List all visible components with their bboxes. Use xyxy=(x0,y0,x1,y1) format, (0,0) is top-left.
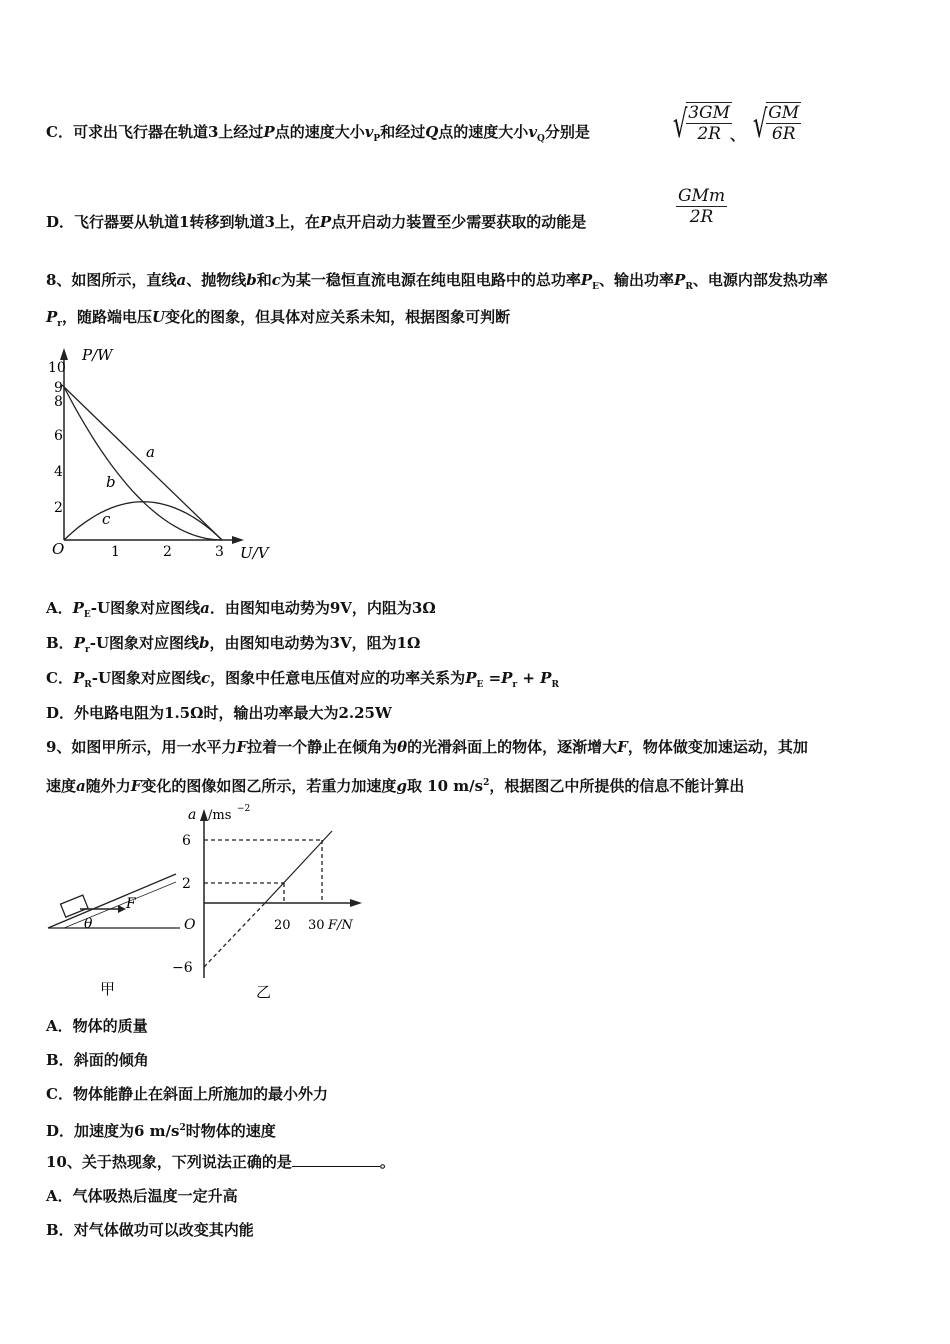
option-label: B． xyxy=(46,1051,74,1069)
var-p: P xyxy=(46,308,58,326)
x-tick-3: 3 xyxy=(215,544,224,560)
stem-text: 、输出功率 xyxy=(599,271,675,289)
option-text: 气体吸热后温度一定升高 xyxy=(72,1187,238,1205)
subscript: r xyxy=(57,319,63,329)
y-tick-10: 10 xyxy=(48,360,66,376)
var-v: v xyxy=(364,123,374,141)
option-label: D． xyxy=(46,1122,75,1140)
option-text: 外电路电阻为1.5Ω时，输出功率最大为2.25W xyxy=(74,704,392,722)
angle-label: θ xyxy=(84,916,93,932)
option-text: 和经过 xyxy=(380,123,426,141)
option-text: 可求出飞行器在轨道3上经过 xyxy=(72,123,264,141)
subscript: E xyxy=(476,680,484,690)
equation-text: =P xyxy=(483,669,513,687)
var-g: g xyxy=(396,777,407,795)
x-axis-label: U/V xyxy=(240,544,269,562)
subscript: E xyxy=(83,610,91,620)
y-axis-unit-exponent: −2 xyxy=(237,804,251,814)
curve-b-label: b xyxy=(106,473,116,491)
q7-option-c xyxy=(46,122,590,149)
option-label: D． xyxy=(46,213,75,231)
block xyxy=(61,895,88,917)
q8-stem-line-2 xyxy=(46,307,510,334)
option-label: A． xyxy=(46,599,73,617)
y-axis-label: P/W xyxy=(82,346,113,364)
stem-text: 和 xyxy=(256,271,272,289)
stem-text: 。 xyxy=(379,1153,395,1171)
subscript: Q xyxy=(537,134,545,144)
option-text: -U图象对应图线 xyxy=(89,634,200,652)
stem-text: 变化的图象，但具体对应关系未知，根据图象可判断 xyxy=(165,308,511,326)
var-curve: a xyxy=(200,599,210,617)
var-v: v xyxy=(528,123,538,141)
x-tick-1: 1 xyxy=(111,544,120,560)
y-axis-arrow xyxy=(200,809,208,821)
var-f: F xyxy=(130,777,142,795)
var-p: P xyxy=(674,271,686,289)
option-text: 点开启动力装置至少需要获取的动能是 xyxy=(331,213,587,231)
stem-text: 10、关于热现象，下列说法正确的是 xyxy=(46,1153,292,1171)
q9-acceleration-force-graph xyxy=(170,803,370,1003)
var-b: b xyxy=(246,271,257,289)
q9-stem-line-2 xyxy=(46,773,744,796)
stem-text: 8、如图所示，直线 xyxy=(46,271,177,289)
stem-text: 9、如图甲所示，用一水平力 xyxy=(46,738,237,756)
option-text: 对气体做功可以改变其内能 xyxy=(73,1221,254,1239)
answer-blank[interactable] xyxy=(292,1152,380,1167)
option-label: A． xyxy=(46,1017,73,1035)
option-text: 物体的质量 xyxy=(72,1017,148,1035)
option-text: 分别是 xyxy=(544,123,590,141)
stem-text: 、电源内部发热功率 xyxy=(692,271,828,289)
force-label: F xyxy=(126,896,136,912)
stem-text: 速度 xyxy=(46,777,77,795)
x-tick-labels xyxy=(274,918,325,933)
q8-option-c xyxy=(46,668,559,695)
subscript: R xyxy=(84,680,92,690)
q10-stem xyxy=(46,1152,395,1172)
kinetic-energy-fraction xyxy=(676,186,727,227)
var-a: a xyxy=(76,777,86,795)
y-tick-2: 2 xyxy=(54,500,63,516)
q8-option-d xyxy=(46,703,392,723)
stem-text: 拉着一个静止在倾角为 xyxy=(247,738,398,756)
q8-stem-line-1 xyxy=(46,270,828,297)
option-label: B． xyxy=(46,1221,74,1239)
q10-option-b xyxy=(46,1220,254,1240)
stem-text: 变化的图像如图乙所示，若重力加速度 xyxy=(141,777,397,795)
stem-text: 为某一稳恒直流电源在纯电阻电路中的总功率 xyxy=(280,271,581,289)
q10-option-a xyxy=(46,1186,238,1206)
curve-c-parabola xyxy=(64,502,222,540)
var-f: F xyxy=(617,738,628,756)
q7-option-d xyxy=(46,212,586,232)
var-u: U xyxy=(152,308,166,326)
option-text: ，由图知电动势为3V，阻为1Ω xyxy=(209,634,421,652)
option-text: 斜面的倾角 xyxy=(73,1051,149,1069)
option-text: -U图象对应图线 xyxy=(91,669,202,687)
option-text: ．由图知电动势为9V，内阻为3Ω xyxy=(209,599,436,617)
x-tick-20: 20 xyxy=(274,918,291,933)
superscript: 2 xyxy=(179,1123,186,1133)
x-axis-arrow xyxy=(350,899,362,907)
y-axis-arrow xyxy=(60,348,68,360)
y-axis-label: a xyxy=(188,807,197,823)
option-label: C． xyxy=(46,669,73,687)
fraction-numerator: 3GM xyxy=(688,103,731,123)
curve-c-label: c xyxy=(102,510,111,528)
stem-text: 的光滑斜面上的物体，逐渐增大 xyxy=(407,738,618,756)
y-tick-−6: −6 xyxy=(172,960,193,976)
figure-caption-jia: 甲 xyxy=(100,980,116,998)
option-label: C． xyxy=(46,1085,73,1103)
sqrt-expression-1: √ $\frac{3GM}{2R}$ xyxy=(672,102,731,146)
y-tick-labels xyxy=(48,360,66,516)
fraction-numerator: GM xyxy=(768,103,800,123)
subscript: r xyxy=(84,645,90,655)
y-tick-8: 8 xyxy=(54,394,63,410)
curve-a-label: a xyxy=(146,443,155,461)
var-p: P xyxy=(319,213,332,231)
var-a: a xyxy=(176,271,187,289)
option-label: C． xyxy=(46,123,73,141)
option-label: B． xyxy=(46,634,74,652)
option-text: 物体能静止在斜面上所施加的最小外力 xyxy=(72,1085,328,1103)
subscript: r xyxy=(512,680,518,690)
q9-option-d xyxy=(46,1118,276,1141)
q8-power-voltage-graph xyxy=(40,340,280,575)
stem-text: 随外力 xyxy=(85,777,131,795)
var-p: P xyxy=(72,599,84,617)
q8-option-b xyxy=(46,633,420,660)
option-label: A． xyxy=(46,1187,73,1205)
separator: 、 xyxy=(730,126,746,144)
var-theta: θ xyxy=(397,738,408,756)
origin-label: O xyxy=(52,540,65,558)
stem-text: ，随路端电压 xyxy=(62,308,153,326)
x-tick-30: 30 xyxy=(308,918,325,933)
graph-line-extension xyxy=(204,903,265,967)
y-tick-labels xyxy=(172,833,193,976)
sqrt-expression-2: √ $\frac{GM}{6R}$ xyxy=(752,102,800,146)
stem-text: 、抛物线 xyxy=(186,271,247,289)
y-tick-6: 6 xyxy=(182,833,191,849)
subscript: E xyxy=(592,282,600,292)
option-text: 点的速度大小 xyxy=(274,123,365,141)
var-curve: c xyxy=(201,669,211,687)
q9-stem-line-1 xyxy=(46,737,808,757)
q9-option-b xyxy=(46,1050,149,1070)
fraction-denominator: 2R xyxy=(686,123,732,144)
curve-a-line xyxy=(62,385,222,540)
subscript: R xyxy=(551,680,559,690)
var-q: Q xyxy=(425,123,439,141)
force-arrow-head xyxy=(118,905,126,913)
fraction-denominator: 2R xyxy=(676,206,727,227)
fraction-denominator: 6R xyxy=(766,123,801,144)
option-text: -U图象对应图线 xyxy=(90,599,201,617)
q9-option-a xyxy=(46,1016,148,1036)
x-axis-arrow xyxy=(232,536,244,544)
y-tick-9: 9 xyxy=(54,380,63,396)
stem-text: ，物体做变加速运动，其加 xyxy=(627,738,808,756)
subscript: R xyxy=(685,282,693,292)
q9-option-c xyxy=(46,1084,328,1104)
subscript: P xyxy=(373,134,381,144)
var-p: P xyxy=(263,123,275,141)
var-p: P xyxy=(580,271,593,289)
y-tick-6: 6 xyxy=(54,428,63,444)
origin-label: O xyxy=(184,917,196,933)
stem-text: ，根据图乙中所提供的信息不能计算出 xyxy=(489,777,745,795)
fraction-numerator: GMm xyxy=(678,186,726,206)
var-p: P xyxy=(465,669,477,687)
x-axis-label: F/N xyxy=(328,918,353,933)
y-tick-4: 4 xyxy=(54,464,63,480)
q8-option-a xyxy=(46,598,436,625)
stem-text: 取 10 m/s xyxy=(406,777,484,795)
var-curve: b xyxy=(199,634,210,652)
y-axis-unit: /ms xyxy=(208,808,232,823)
option-text: 加速度为6 m/s xyxy=(74,1122,180,1140)
var-f: F xyxy=(236,738,248,756)
option-text: 时物体的速度 xyxy=(185,1122,276,1140)
x-tick-labels xyxy=(111,544,224,560)
option-label: D． xyxy=(46,704,75,722)
option-text: 飞行器要从轨道1转移到轨道3上，在 xyxy=(74,213,320,231)
var-p: P xyxy=(72,669,85,687)
var-c: c xyxy=(271,271,281,289)
equation-text: + P xyxy=(517,669,552,687)
superscript: 2 xyxy=(483,778,490,788)
figure-caption-yi: 乙 xyxy=(256,983,272,1001)
option-text: ，图象中任意电压值对应的功率关系为 xyxy=(210,669,466,687)
var-p: P xyxy=(73,634,85,652)
x-tick-2: 2 xyxy=(163,544,172,560)
y-tick-2: 2 xyxy=(182,876,191,892)
option-text: 点的速度大小 xyxy=(438,123,529,141)
